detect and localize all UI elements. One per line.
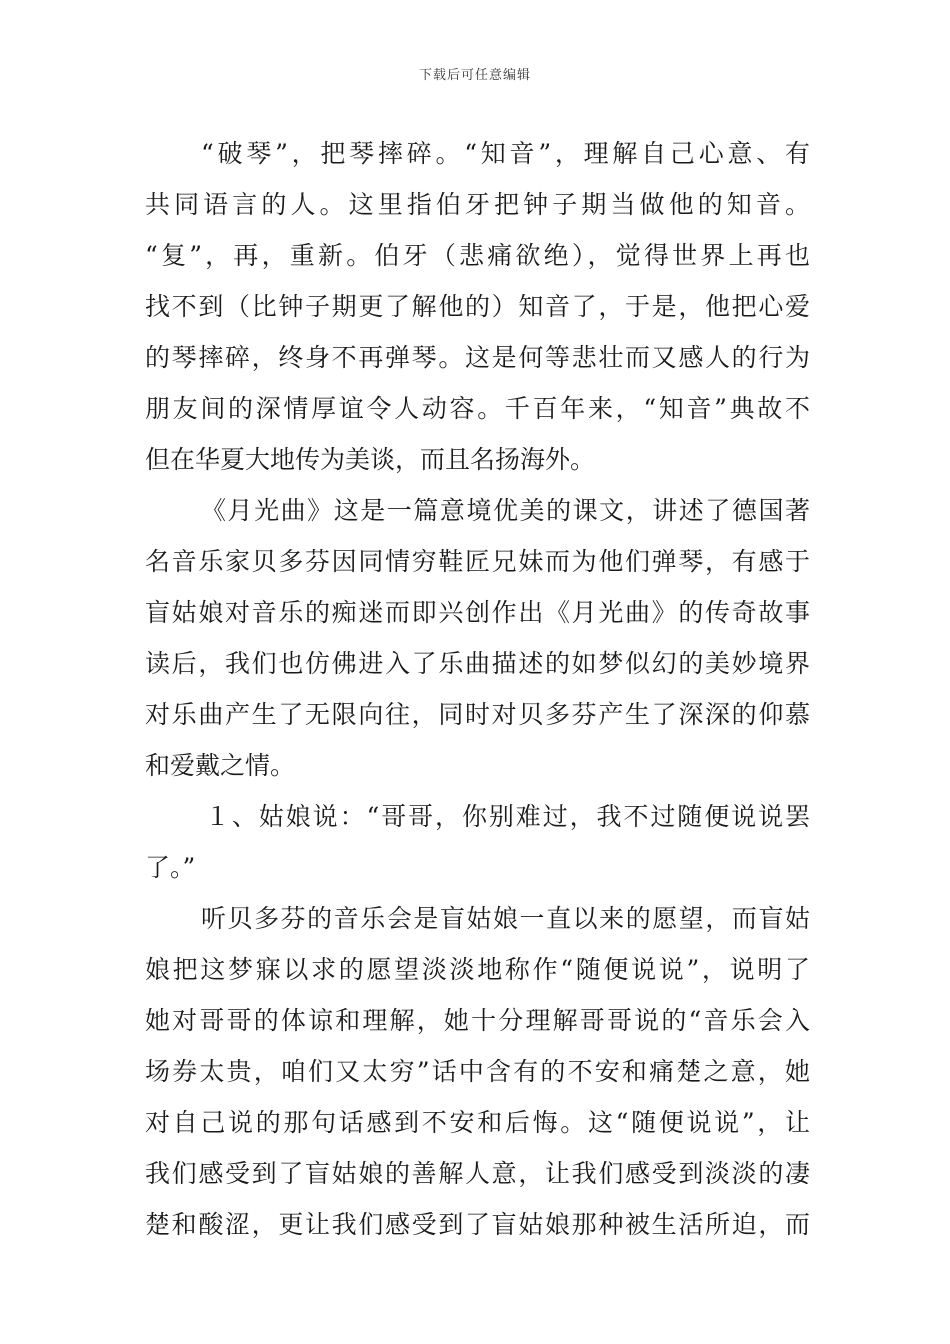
text-line: 场券太贵，咱们又太穷”话中含有的不安和痛楚之意，她	[145, 1057, 810, 1086]
text-line: 了。”	[145, 853, 196, 882]
text-line: 和爱戴之情。	[145, 751, 296, 780]
text-line: 我们感受到了盲姑娘的善解人意，让我们感受到淡淡的凄	[145, 1159, 810, 1188]
text-line: “破琴”，把琴摔碎。“知音”，理解自己心意、有	[201, 139, 810, 168]
document-body	[145, 128, 810, 1250]
text-line: 她对哥哥的体谅和理解，她十分理解哥哥说的“音乐会入	[145, 1006, 810, 1035]
text-line: 娘把这梦寐以求的愿望淡淡地称作“随便说说”，说明了	[145, 955, 810, 984]
text-line: 但在华夏大地传为美谈，而且名扬海外。	[145, 445, 596, 474]
text-line: 名音乐家贝多芬因同情穷鞋匠兄妹而为他们弹琴，有感于	[145, 547, 810, 576]
text-line: “复”，再，重新。伯牙（悲痛欲绝），觉得世界上再也	[145, 241, 810, 270]
text-line: 的琴摔碎，终身不再弹琴。这是何等悲壮而又感人的行为	[145, 343, 810, 372]
text-line: 共同语言的人。这里指伯牙把钟子期当做他的知音。	[145, 190, 810, 219]
text-line: 朋友间的深情厚谊令人动容。千百年来，“知音”典故不	[145, 394, 810, 423]
paragraph-quote-1	[145, 791, 810, 893]
paragraph-yue-guang-qu	[145, 485, 810, 791]
text-line: 楚和酸涩，更让我们感受到了盲姑娘那种被生活所迫，而	[145, 1210, 810, 1239]
text-line: 读后，我们也仿佛进入了乐曲描述的如梦似幻的美妙境界	[145, 649, 810, 678]
text-line: 盲姑娘对音乐的痴迷而即兴创作出《月光曲》的传奇故事	[145, 598, 810, 627]
text-line: 听贝多芬的音乐会是盲姑娘一直以来的愿望，而盲姑	[201, 904, 810, 933]
text-line: 对乐曲产生了无限向往，同时对贝多芬产生了深深的仰慕	[145, 700, 810, 729]
text-line: 找不到（比钟子期更了解他的）知音了，于是，他把心爱	[145, 292, 810, 321]
text-line: 《月光曲》这是一篇意境优美的课文，讲述了德国著	[201, 496, 810, 525]
page-header: 下载后可任意编辑	[418, 68, 531, 83]
text-line: 对自己说的那句话感到不安和后悔。这“随便说说”，让	[145, 1108, 810, 1137]
text-line: １、姑娘说：“哥哥，你别难过，我不过随便说说罢	[205, 802, 810, 831]
paragraph-analysis	[145, 893, 810, 1250]
paragraph-po-qin	[145, 128, 810, 485]
